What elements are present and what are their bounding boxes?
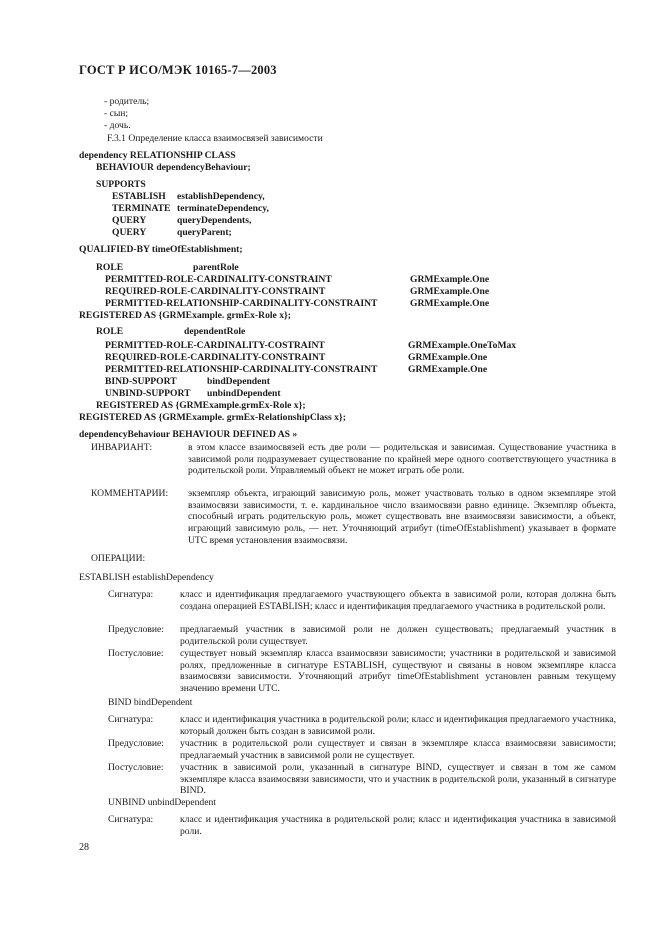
establish-title: ESTABLISH establishDependency [79, 572, 214, 583]
code-role-kw: ROLE [96, 262, 124, 273]
establish-postcondition-label: Постусловие: [108, 648, 164, 659]
code-role-kw: ROLE [96, 326, 124, 337]
code-constraint-value: GRMExample.One [408, 352, 488, 363]
code-constraint: PERMITTED-ROLE-CARDINALITY-COSTRAINT [105, 340, 325, 351]
bind-title: BIND bindDependent [108, 697, 193, 708]
list-item-daughter: - дочь. [104, 120, 131, 131]
code-terminate-kw: TERMINATE [112, 203, 171, 214]
code-constraint-value: GRMExample.One [408, 364, 488, 375]
comments-text: экземпляр объекта, играющий зависимую роль, может участвовать только в одном экземпляре этой взаимосвязи зависимости, т. е. кардинальное число взаимосвязи равно единице. Экземпляр объекта, способный играть родительскую роль, может существовать вне взаимосвязи зависимости, а объект, играющий зависимую роль, — нет. Уточняющий атрибут (timeOfEstablishment) указывает в формате UTC время установления взаимосвязи. [188, 488, 616, 546]
code-constraint: PERMITTED-ROLE-CARDINALITY-CONSTRAINT [105, 274, 332, 285]
code-constraint: PERMITTED-RELATIONSHIP-CARDINALITY-CONSTRAINT [105, 364, 378, 375]
standard-header: ГОСТ Р ИСО/МЭК 10165-7—2003 [79, 63, 277, 77]
code-constraint-value: GRMExample.One [410, 298, 490, 309]
code-unbind-support: UNBIND-SUPPORT [105, 388, 191, 399]
invariant-label: ИНВАРИАНТ: [91, 442, 153, 453]
unbind-signature-label: Сигнатура: [108, 814, 154, 825]
code-constraint: REQUIRED-ROLE-CARDINALITY-CONSTRAINT [105, 286, 326, 297]
establish-signature-text: класс и идентификация предлагаемого участвующего объекта в зависимой роли, которая должна быть создана операцией ESTABLISH; класс и идентификация предлагаемого участника в родительской роли. [180, 589, 616, 612]
comments-label: КОММЕНТАРИИ: [91, 488, 169, 499]
unbind-signature-text: класс и идентификация участника в родительской роли; класс и идентификация участника в зависимой роли. [180, 814, 616, 837]
code-query-op: queryDependents, [177, 215, 252, 226]
code-registered: REGISTERED AS {GRMExample. grmEx-RelationshipClass x}; [79, 412, 346, 423]
code-registered: REGISTERED AS {GRMExample. grmEx-Role x}; [79, 310, 291, 321]
code-constraint-value: GRMExample.One [410, 274, 490, 285]
code-behaviour: BEHAVIOUR dependencyBehaviour; [96, 162, 251, 173]
code-bind-support: BIND-SUPPORT [105, 376, 177, 387]
code-supports: SUPPORTS [96, 179, 146, 190]
code-query-kw: QUERY [112, 215, 147, 226]
bind-precondition-text: участник в родительской роли существует и связан в экземпляре класса взаимосвязи зависимости; предлагаемый участник в зависимой роли не существует. [180, 738, 616, 761]
operations-label: ОПЕРАЦИИ: [91, 553, 146, 564]
page-number: 28 [79, 842, 89, 853]
code-establish-op: establishDependency, [177, 191, 265, 202]
behaviour-title: dependencyBehaviour BEHAVIOUR DEFINED AS » [79, 429, 298, 440]
section-heading: F.3.1 Определение класса взаимосвязей зависимости [107, 133, 323, 144]
code-query-op: queryParent; [177, 227, 232, 238]
invariant-text: в этом классе взаимосвязей есть две роли — родительская и зависимая. Существование участника в зависимой роли подразумевает существование по крайней мере одного соответствующего участника в родительской роли. Управляемый объект не может играть обе роли. [188, 442, 616, 477]
unbind-title: UNBIND unbindDependent [108, 797, 216, 808]
code-role-name: parentRole [193, 262, 239, 273]
bind-signature-label: Сигнатура: [108, 714, 154, 725]
list-item-parent: - родитель; [104, 96, 150, 107]
code-constraint: REQUIRED-ROLE-CARDINALITY-CONSTRAINT [105, 352, 326, 363]
code-class-def: dependency RELATIONSHIP CLASS [79, 150, 236, 161]
bind-precondition-label: Предусловие: [108, 738, 164, 749]
establish-postcondition-text: существует новый экземпляр класса взаимосвязи зависимости; участники в родительской и зависимой ролях, предложенные в сигнатуре ESTABLISH, существуют и связаны в новом экземпляре класса взаимосвязи зависимости. Уточняющий атрибут timeOfEstablishment установлен равным текущему значению времени UTC. [180, 648, 616, 695]
code-establish-kw: ESTABLISH [112, 191, 166, 202]
code-bind-op: bindDependent [207, 376, 270, 387]
code-constraint-value: GRMExample.One [410, 286, 490, 297]
code-terminate-op: terminateDependency, [177, 203, 269, 214]
establish-precondition-text: предлагаемый участник в зависимой роли не должен существовать; предлагаемый участник в родительской роли существует. [180, 624, 616, 647]
code-registered: REGISTERED AS {GRMExample.grmEx-Role x}; [96, 400, 306, 411]
code-role-name: dependentRole [184, 326, 246, 337]
code-constraint: PERMITTED-RELATIONSHIP-CARDINALITY-CONSTRAINT [105, 298, 378, 309]
bind-signature-text: класс и идентификация участника в родительской роли; класс и идентификация предлагаемого участника, который должен быть создан в зависимой роли. [180, 714, 616, 737]
code-unbind-op: unbindDependent [207, 388, 281, 399]
code-constraint-value: GRMExample.OneToMax [408, 340, 517, 351]
code-qualified-by: QUALIFIED-BY timeOfEstablishment; [79, 244, 243, 255]
list-item-son: - сын; [104, 108, 129, 119]
bind-postcondition-text: участник в зависимой роли, указанный в сигнатуре BIND, существует и связан в том же самом экземпляре класса взаимосвязи зависимости, что и участник в родительской роли, указанный в сигнатуре BIND. [180, 762, 616, 797]
establish-precondition-label: Предусловие: [108, 624, 164, 635]
code-query-kw: QUERY [112, 227, 147, 238]
establish-signature-label: Сигнатура: [108, 589, 154, 600]
bind-postcondition-label: Постусловие: [108, 762, 164, 773]
